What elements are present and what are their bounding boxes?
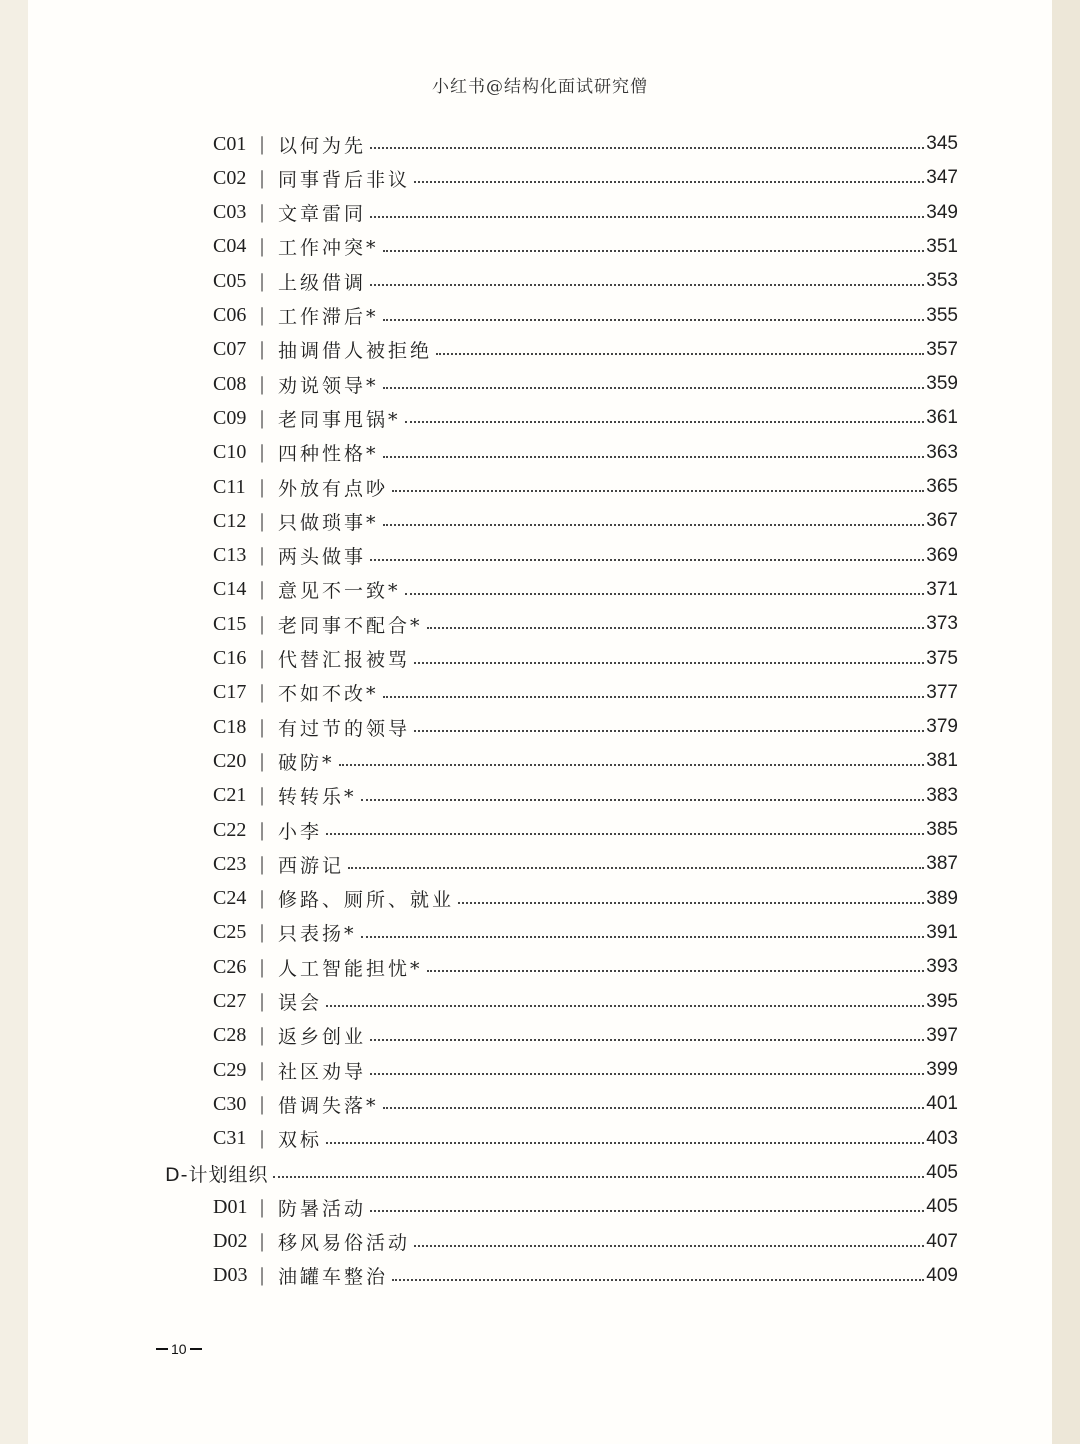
toc-entry[interactable]	[213, 1225, 958, 1259]
toc-entry[interactable]	[213, 710, 958, 744]
entry-separator: |	[260, 887, 265, 910]
dot-leader	[427, 627, 925, 629]
entry-separator: |	[260, 749, 265, 772]
dot-leader	[405, 593, 925, 595]
entry-title: 西游记	[278, 854, 345, 877]
entry-title: 两头做事	[278, 546, 367, 569]
entry-separator: |	[260, 852, 265, 875]
entry-code: C12	[213, 509, 247, 532]
page-number: 10	[171, 1341, 187, 1357]
entry-page-number: 387	[926, 853, 958, 875]
entry-page-number: 391	[926, 921, 958, 943]
toc-entry[interactable]	[213, 779, 958, 813]
dot-leader	[414, 181, 924, 183]
entry-title: 以何为先	[278, 134, 367, 157]
dot-leader	[383, 319, 925, 321]
dot-leader	[458, 902, 924, 904]
entry-separator: |	[260, 509, 265, 532]
entry-code: C25	[213, 921, 247, 944]
entry-title: 劝说领导*	[278, 374, 379, 397]
dot-leader	[370, 1039, 924, 1041]
dot-leader	[326, 1005, 924, 1007]
entry-code: C29	[213, 1058, 247, 1081]
footer-dash-left	[156, 1348, 168, 1350]
entry-page-number: 389	[926, 887, 958, 909]
dot-leader	[370, 147, 924, 149]
dot-leader	[361, 936, 925, 938]
entry-title: 油罐车整治	[278, 1266, 389, 1289]
entry-separator: |	[260, 1195, 265, 1218]
entry-code: C24	[213, 887, 247, 910]
entry-separator: |	[260, 338, 265, 361]
entry-title: 工作冲突*	[278, 237, 379, 260]
toc-entry[interactable]	[213, 985, 958, 1019]
entry-page-number: 381	[926, 750, 958, 772]
entry-code: C02	[213, 166, 247, 189]
toc-entry[interactable]	[213, 1122, 958, 1156]
entry-page-number: 409	[926, 1264, 958, 1286]
entry-code: C21	[213, 784, 247, 807]
dot-leader	[326, 833, 924, 835]
dot-leader	[326, 1142, 924, 1144]
entry-title: 人工智能担忧*	[278, 957, 423, 980]
entry-page-number: 395	[926, 990, 958, 1012]
toc-entry[interactable]	[213, 573, 958, 607]
toc-entry[interactable]	[213, 1087, 958, 1121]
entry-separator: |	[260, 1058, 265, 1081]
entry-title: 文章雷同	[278, 203, 367, 226]
entry-separator: |	[260, 1230, 265, 1253]
entry-separator: |	[260, 1092, 265, 1115]
entry-page-number: 379	[926, 716, 958, 738]
entry-page-number: 369	[926, 544, 958, 566]
entry-page-number: 407	[926, 1230, 958, 1252]
entry-separator: |	[260, 201, 265, 224]
entry-page-number: 355	[926, 304, 958, 326]
entry-code: C31	[213, 1127, 247, 1150]
entry-page-number: 367	[926, 510, 958, 532]
entry-page-number: 401	[926, 1093, 958, 1115]
dot-leader	[348, 867, 924, 869]
entry-page-number: 393	[926, 956, 958, 978]
toc-entry[interactable]	[213, 676, 958, 710]
entry-code: C16	[213, 647, 247, 669]
entry-separator: |	[260, 372, 265, 395]
toc-entry[interactable]	[213, 401, 958, 435]
entry-page-number: 363	[926, 441, 958, 463]
toc-entry[interactable]	[213, 264, 958, 298]
entry-separator: |	[260, 166, 265, 189]
toc-entry[interactable]	[213, 916, 958, 950]
entry-separator: |	[260, 1127, 265, 1150]
dot-leader	[383, 524, 925, 526]
entry-code: C28	[213, 1024, 247, 1047]
entry-title: 老同事甩锅*	[278, 408, 401, 431]
entry-title: 不如不改*	[278, 683, 379, 706]
entry-separator: |	[260, 1264, 265, 1287]
dot-leader	[383, 387, 925, 389]
entry-title: 老同事不配合*	[278, 614, 423, 637]
toc-entry[interactable]	[213, 470, 958, 504]
entry-title: 修路、厕所、就业	[278, 889, 455, 912]
header-watermark: 小红书@结构化面试研究僧	[432, 77, 648, 97]
entry-title: 同事背后非议	[278, 168, 411, 191]
entry-code: C30	[213, 1092, 247, 1115]
entry-code: C03	[213, 201, 247, 224]
entry-separator: |	[260, 955, 265, 978]
entry-title: 有过节的领导	[278, 717, 411, 740]
entry-page-number: 351	[926, 235, 958, 257]
toc-entry[interactable]	[213, 161, 958, 195]
dot-leader	[392, 490, 924, 492]
dot-leader	[370, 559, 924, 561]
entry-separator: |	[260, 475, 265, 498]
toc-entry[interactable]	[213, 882, 958, 916]
entry-title: 误会	[278, 992, 323, 1014]
toc-entry[interactable]	[213, 539, 958, 573]
entry-page-number: 347	[926, 167, 958, 189]
toc-entry[interactable]	[213, 333, 958, 367]
entry-separator: |	[260, 1024, 265, 1047]
entry-title: 上级借调	[278, 271, 367, 294]
entry-title: 只表扬*	[278, 923, 357, 946]
toc-entry[interactable]	[213, 436, 958, 470]
entry-separator: |	[260, 990, 265, 1012]
entry-separator: |	[260, 441, 265, 464]
entry-title: 移风易俗活动	[278, 1232, 411, 1255]
dot-leader	[370, 216, 924, 218]
entry-separator: |	[260, 544, 265, 567]
entry-code: C14	[213, 578, 247, 601]
entry-separator: |	[260, 304, 265, 326]
entry-title: 只做琐事*	[278, 511, 379, 534]
entry-page-number: 371	[926, 578, 958, 600]
entry-code: C18	[213, 715, 247, 738]
entry-code: C01	[213, 132, 247, 155]
entry-separator: |	[260, 921, 265, 944]
entry-code: D02	[213, 1230, 248, 1253]
entry-title: 代替汇报被骂	[278, 649, 411, 671]
entry-separator: |	[260, 612, 265, 635]
dot-leader	[436, 353, 924, 355]
toc-entry[interactable]	[213, 1053, 958, 1087]
entry-page-number: 405	[926, 1196, 958, 1218]
entry-title: 抽调借人被拒绝	[278, 340, 433, 363]
entry-code: D03	[213, 1264, 248, 1287]
dot-leader	[392, 1279, 924, 1281]
entry-separator: |	[260, 647, 265, 669]
dot-leader	[405, 421, 925, 423]
entry-title: 社区劝导	[278, 1060, 367, 1083]
entry-code: D01	[213, 1195, 248, 1218]
toc-entry[interactable]	[213, 813, 958, 847]
entry-code: C05	[213, 269, 247, 292]
toc-entry[interactable]	[213, 299, 958, 333]
entry-code: C07	[213, 338, 247, 361]
entry-page-number: 403	[926, 1127, 958, 1149]
entry-page-number: 357	[926, 338, 958, 360]
entry-title: 小李	[278, 820, 323, 843]
entry-code: C10	[213, 441, 247, 464]
entry-separator: |	[260, 715, 265, 738]
dot-leader	[383, 250, 925, 252]
toc-entry[interactable]	[213, 196, 958, 230]
entry-title: 意见不一致*	[278, 580, 401, 603]
toc-entry[interactable]	[213, 127, 958, 161]
entry-code: C15	[213, 612, 247, 635]
entry-page-number: 375	[926, 647, 958, 669]
entry-title: 破防*	[278, 751, 335, 774]
toc-entry[interactable]	[213, 607, 958, 641]
entry-separator: |	[260, 818, 265, 841]
entry-separator: |	[260, 681, 265, 704]
entry-title: 借调失落*	[278, 1094, 379, 1117]
toc-entry[interactable]	[213, 367, 958, 401]
dot-leader	[383, 1107, 925, 1109]
entry-page-number: 365	[926, 476, 958, 497]
dot-leader	[414, 1245, 924, 1247]
footer-dash-right	[190, 1348, 202, 1350]
entry-code: C13	[213, 544, 247, 567]
entry-page-number: 345	[926, 133, 958, 154]
dot-leader	[427, 970, 925, 972]
entry-page-number: 349	[926, 201, 958, 223]
entry-separator: |	[260, 269, 265, 292]
dot-leader	[370, 1210, 924, 1212]
page-edge	[1052, 0, 1080, 1444]
entry-code: C06	[213, 304, 247, 326]
dot-leader	[383, 696, 925, 698]
dot-leader	[370, 1073, 924, 1075]
toc-entry[interactable]	[213, 1019, 958, 1053]
entry-page-number: 373	[926, 613, 958, 635]
entry-separator: |	[260, 132, 265, 155]
entry-code: C11	[213, 475, 246, 498]
entry-page-number: 399	[926, 1059, 958, 1081]
entry-title: 四种性格*	[278, 443, 379, 466]
entry-title: 转转乐*	[278, 786, 357, 809]
toc-entry[interactable]	[213, 504, 958, 538]
dot-leader	[273, 1176, 925, 1178]
entry-title: 返乡创业	[278, 1026, 367, 1049]
toc-entry[interactable]	[213, 847, 958, 881]
toc-entry[interactable]	[213, 642, 958, 676]
entry-separator: |	[260, 784, 265, 807]
dot-leader	[383, 456, 925, 458]
entry-page-number: 377	[926, 681, 958, 703]
entry-page-number: 383	[926, 784, 958, 806]
entry-title: 工作滞后*	[278, 306, 379, 328]
dot-leader	[339, 764, 925, 766]
entry-code: C22	[213, 818, 247, 841]
dot-leader	[361, 799, 925, 801]
entry-separator: |	[260, 235, 265, 258]
entry-separator: |	[260, 578, 265, 601]
entry-code: C09	[213, 406, 247, 429]
toc-entry[interactable]	[213, 1259, 958, 1293]
entry-title: 双标	[278, 1129, 323, 1152]
entry-code: C20	[213, 749, 247, 772]
page-footer	[153, 1341, 205, 1357]
entry-code: C17	[213, 681, 247, 704]
entry-code: C27	[213, 990, 247, 1012]
entry-code: C26	[213, 955, 247, 978]
entry-page-number: 359	[926, 373, 958, 395]
entry-code: C08	[213, 372, 247, 395]
dot-leader	[414, 662, 924, 664]
section-page-number: 405	[926, 1162, 958, 1183]
entry-title: 外放有点吵	[278, 477, 389, 500]
entry-code: C04	[213, 235, 247, 258]
toc-section-heading[interactable]	[165, 1156, 958, 1190]
toc-entry[interactable]	[213, 1190, 958, 1224]
entry-page-number: 361	[926, 407, 958, 429]
toc-entry[interactable]	[213, 230, 958, 264]
entry-page-number: 397	[926, 1024, 958, 1046]
entry-code: C23	[213, 852, 247, 875]
entry-page-number: 353	[926, 270, 958, 292]
toc-entry[interactable]	[213, 744, 958, 778]
entry-title: 防暑活动	[278, 1197, 367, 1220]
entry-page-number: 385	[926, 819, 958, 840]
dot-leader	[370, 284, 924, 286]
section-title: D-计划组织	[165, 1163, 269, 1186]
dot-leader	[414, 730, 924, 732]
entry-separator: |	[260, 406, 265, 429]
toc-entry[interactable]	[213, 950, 958, 984]
